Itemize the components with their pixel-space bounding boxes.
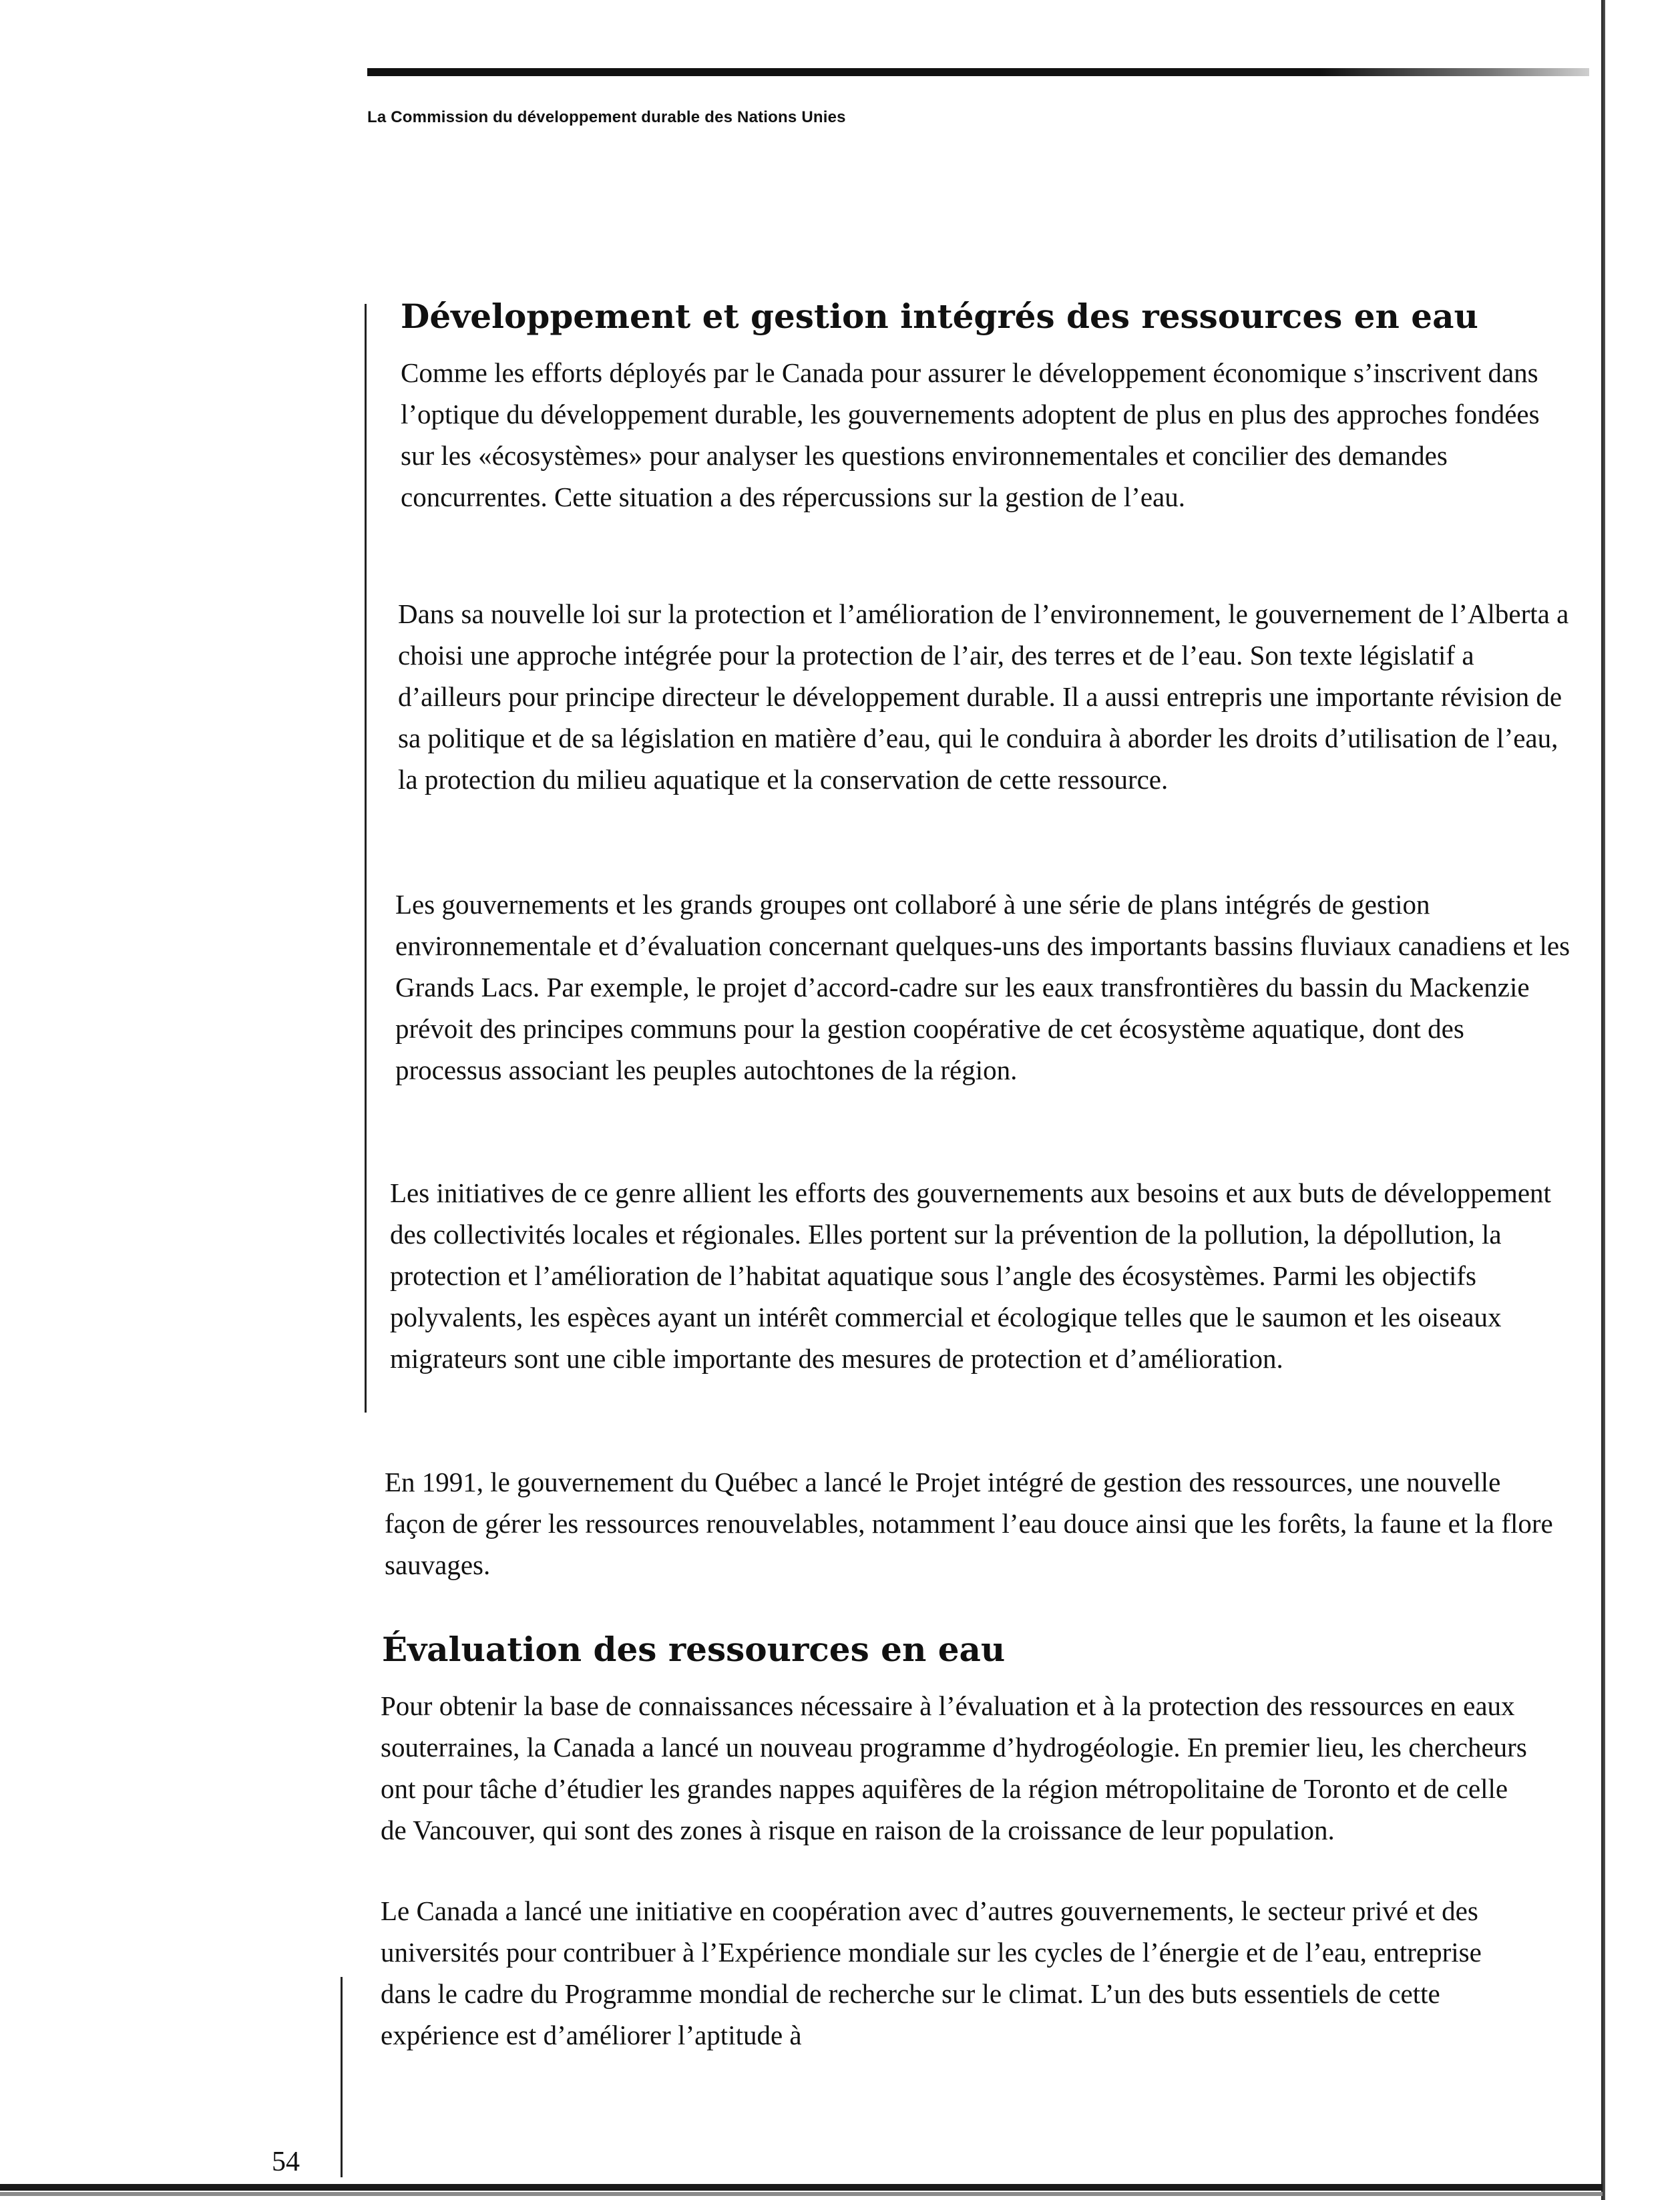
paragraph: Le Canada a lancé une initiative en coopération avec d’autres gouvernements, le secteur privé et des universités pour contribuer à l’Expérience mondiale sur les cycles de l’énergie et de l’eau, entreprise dans le cadre du Programme mondial de recherche sur le climat. L’un des buts essentiels de cette expérience est d’améliorer l’aptitude à (381, 1895, 1482, 2050)
paragraph: Les gouvernements et les grands groupes ont collaboré à une série de plans intégrés de gestion environnementale et d’évaluation concernant quelques-uns des importants bassins fluviaux canadiens et les Grands Lacs. Par exemple, le projet d’accord-cadre sur les eaux transfrontières du bassin du Mackenzie prévoit des principes communs pour la gestion coopérative de cet écosystème aquatique, dont des processus associant les peuples autochtones de la région. (395, 889, 1570, 1085)
bottom-edge (0, 2184, 1603, 2191)
section-margin-rule (365, 304, 367, 1413)
paragraph: Comme les efforts déployés par le Canada pour assurer le développement économique s’inscrivent dans l’optique du développement durable, les gouvernements adoptent de plus en plus des approches fondées sur les «écosystèmes» pour analyser les questions environnementales et concilier des demandes concurrentes. Cette situation a des répercussions sur la gestion de l’eau. (401, 357, 1540, 512)
paragraph: Pour obtenir la base de connaissances nécessaire à l’évaluation et à la protection des ressources en eaux souterraines, la Canada a lancé un nouveau programme d’hydrogéologie. En premier lieu, les chercheurs ont pour tâche d’étudier les grandes nappes aquifères de la région métropolitaine de Toronto et de celle de Vancouver, qui sont des zones à risque en raison de la croissance de leur population. (381, 1690, 1527, 1845)
section-heading-water-assessment: Évaluation des ressources en eau (382, 1630, 1006, 1669)
page-number: 54 (272, 2147, 300, 2177)
bottom-edge-shadow (0, 2192, 1603, 2196)
section-heading-integrated-management: Développement et gestion intégrés des ressources en eau (401, 297, 1478, 336)
header-rule (367, 68, 1589, 76)
page-margin (1605, 0, 1680, 2200)
page-number-rule (341, 1977, 343, 2177)
paragraph: Les initiatives de ce genre allient les efforts des gouvernements aux besoins et aux buts de développement des collectivités locales et régionales. Elles portent sur la prévention de la pollution, la dépollution, la protection et l’amélioration de l’habitat aquatique sous l’angle des écosystèmes. Parmi les objectifs polyvalents, les espèces ayant un intérêt commercial et écologique telles que le saumon et les oiseaux migrateurs sont une cible importante des mesures de protection et d’amélioration. (390, 1177, 1551, 1374)
paragraph: En 1991, le gouvernement du Québec a lancé le Projet intégré de gestion des ressources, une nouvelle façon de gérer les ressources renouvelables, notamment l’eau douce ainsi que les forêts, la faune et la flore sauvages. (385, 1467, 1553, 1580)
running-header: La Commission du développement durable des Nations Unies (367, 108, 846, 126)
paragraph: Dans sa nouvelle loi sur la protection et l’amélioration de l’environnement, le gouvernement de l’Alberta a choisi une approche intégrée pour la protection de l’air, des terres et de l’eau. Son texte législatif a d’ailleurs pour principe directeur le développement durable. Il a aussi entrepris une importante révision de sa politique et de sa législation en matière d’eau, qui le conduira à aborder les droits d’utilisation de l’eau, la protection du milieu aquatique et la conservation de cette ressource. (398, 598, 1569, 795)
